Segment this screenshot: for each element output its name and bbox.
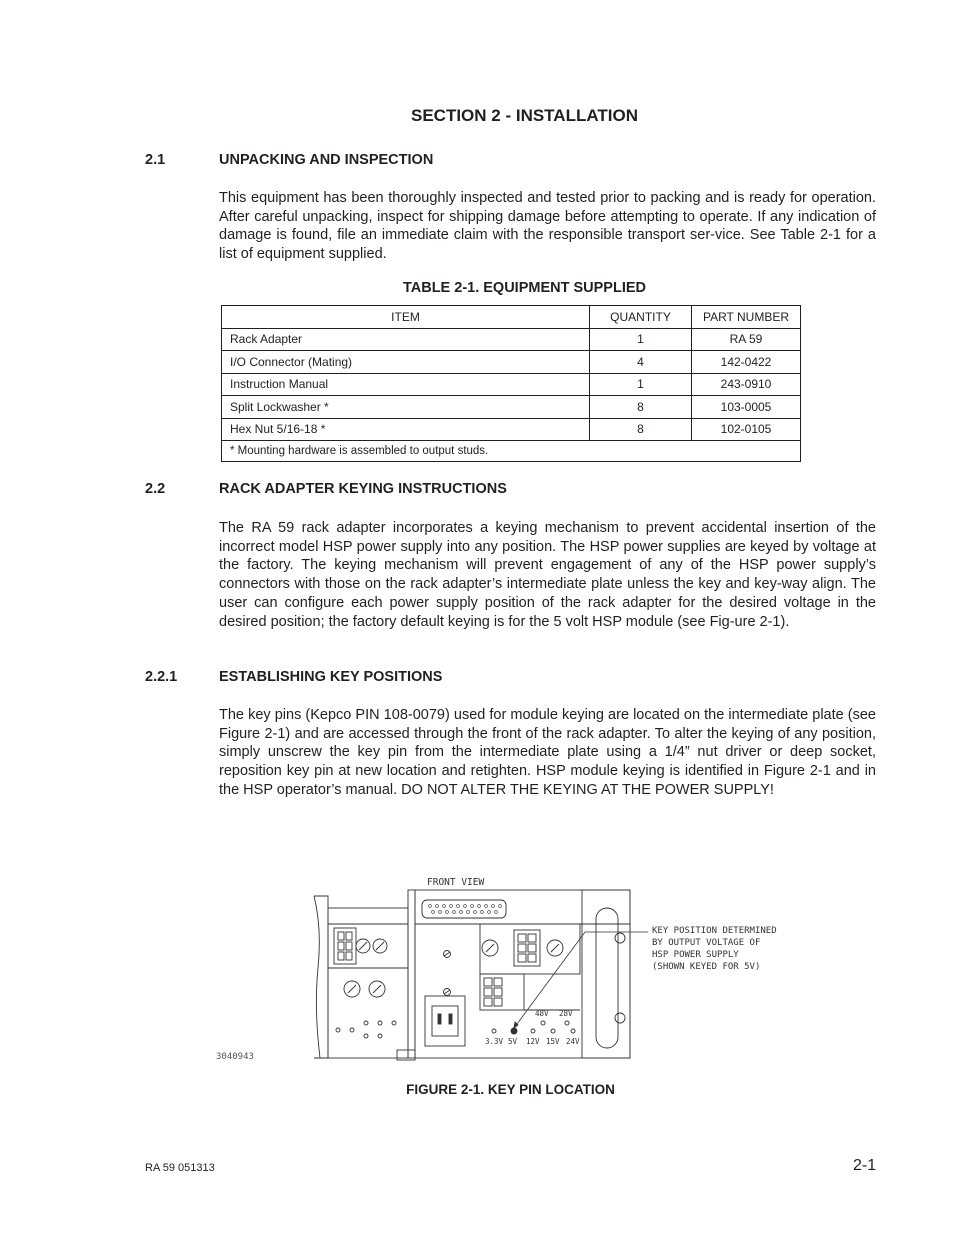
table-header-row [222,306,801,329]
table-caption: TABLE 2-1. EQUIPMENT SUPPLIED [402,280,647,296]
callout-line-4: (SHOWN KEYED FOR 5V) [652,962,761,972]
section-2-1-body: This equipment has been thoroughly inspected and tested prior to packing and is ready for operation. After careful unpacking, inspect for shipping damage before attempting to operate. If any indication of damage is found, file an immediate claim with the responsible transport ser-vice. See Table 2-1 for a list of equipment supplied. [219,190,876,263]
voltage-label-5v: 5V [508,1037,518,1046]
column-header-quantity: QUANTITY [590,306,692,329]
callout-line-1: KEY POSITION DETERMINED [652,926,777,936]
table-note: * Mounting hardware is assembled to output studs. [222,441,801,462]
key-pin-location-figure [210,868,810,1068]
quantity-cell: 8 [590,418,692,441]
figure-caption: FIGURE 2-1. KEY PIN LOCATION [406,1082,615,1097]
voltage-label-12v: 12V [526,1037,540,1046]
section-2-2-heading: RACK ADAPTER KEYING INSTRUCTIONS [219,481,507,497]
section-2-2-number: 2.2 [145,481,166,497]
table-row [222,418,801,441]
section-2-1-heading: UNPACKING AND INSPECTION [219,152,434,168]
table-note-row [222,441,801,462]
item-cell: Instruction Manual [222,373,590,396]
page-number: 2-1 [853,1157,877,1174]
callout-line-3: HSP POWER SUPPLY [652,950,739,960]
quantity-cell: 8 [590,396,692,419]
part-number-cell: 243-0910 [692,373,801,396]
voltage-label-3-3v: 3.3V [485,1037,504,1046]
item-cell: Split Lockwasher * [222,396,590,419]
quantity-cell: 4 [590,351,692,374]
part-number-cell: 142-0422 [692,351,801,374]
front-view-label: FRONT VIEW [427,877,485,888]
callout-line-2: BY OUTPUT VOLTAGE OF [652,938,761,948]
section-2-2-1-heading: ESTABLISHING KEY POSITIONS [219,669,443,685]
section-2-1-number: 2.1 [145,152,166,168]
item-cell: Rack Adapter [222,328,590,351]
voltage-label-28v: 28V [559,1009,573,1018]
equipment-table [221,305,801,462]
voltage-label-24v: 24V [566,1037,580,1046]
voltage-label-48v: 48V [535,1009,549,1018]
drawing-number: 3040943 [216,1052,254,1062]
part-number-cell: 102-0105 [692,418,801,441]
part-number-cell: RA 59 [692,328,801,351]
part-number-cell: 103-0005 [692,396,801,419]
column-header-item: ITEM [222,306,590,329]
column-header-part-number: PART NUMBER [692,306,801,329]
section-2-2-body: The RA 59 rack adapter incorporates a keying mechanism to prevent accidental insertion of the incorrect model HSP power supply into any position. The HSP power supplies are keyed by voltage at the factory. The keying mechanism will prevent engagement of any of the HSP power supply’s connectors with those on the rack adapter’s intermediate plate unless the key and key-way align. The user can configure each power supply position of the rack adapter for the desired voltage in the desired position; the factory default keying is for the 5 volt HSP module (see Fig-ure 2-1). [219,520,876,630]
quantity-cell: 1 [590,373,692,396]
section-2-2-1-number: 2.2.1 [145,669,178,685]
item-cell: I/O Connector (Mating) [222,351,590,374]
voltage-label-15v: 15V [546,1037,560,1046]
item-cell: Hex Nut 5/16-18 * [222,418,590,441]
footer-document-id: RA 59 051313 [145,1162,215,1174]
table-row [222,396,801,419]
table-row [222,351,801,374]
table-row [222,373,801,396]
table-row [222,328,801,351]
page-title: SECTION 2 - INSTALLATION [411,106,638,125]
quantity-cell: 1 [590,328,692,351]
section-2-2-1-body: The key pins (Kepco PIN 108-0079) used for module keying are located on the intermediate plate (see Figure 2-1) and are accessed through the front of the rack adapter. To alter the keying of any position, simply unscrew the key pin from the intermediate plate using a 1/4” nut driver or deep socket, reposition key pin at new location and retighten. HSP module keying is identified in Figure 2-1 and in the HSP operator’s manual. DO NOT ALTER THE KEYING AT THE POWER SUPPLY! [219,707,876,798]
